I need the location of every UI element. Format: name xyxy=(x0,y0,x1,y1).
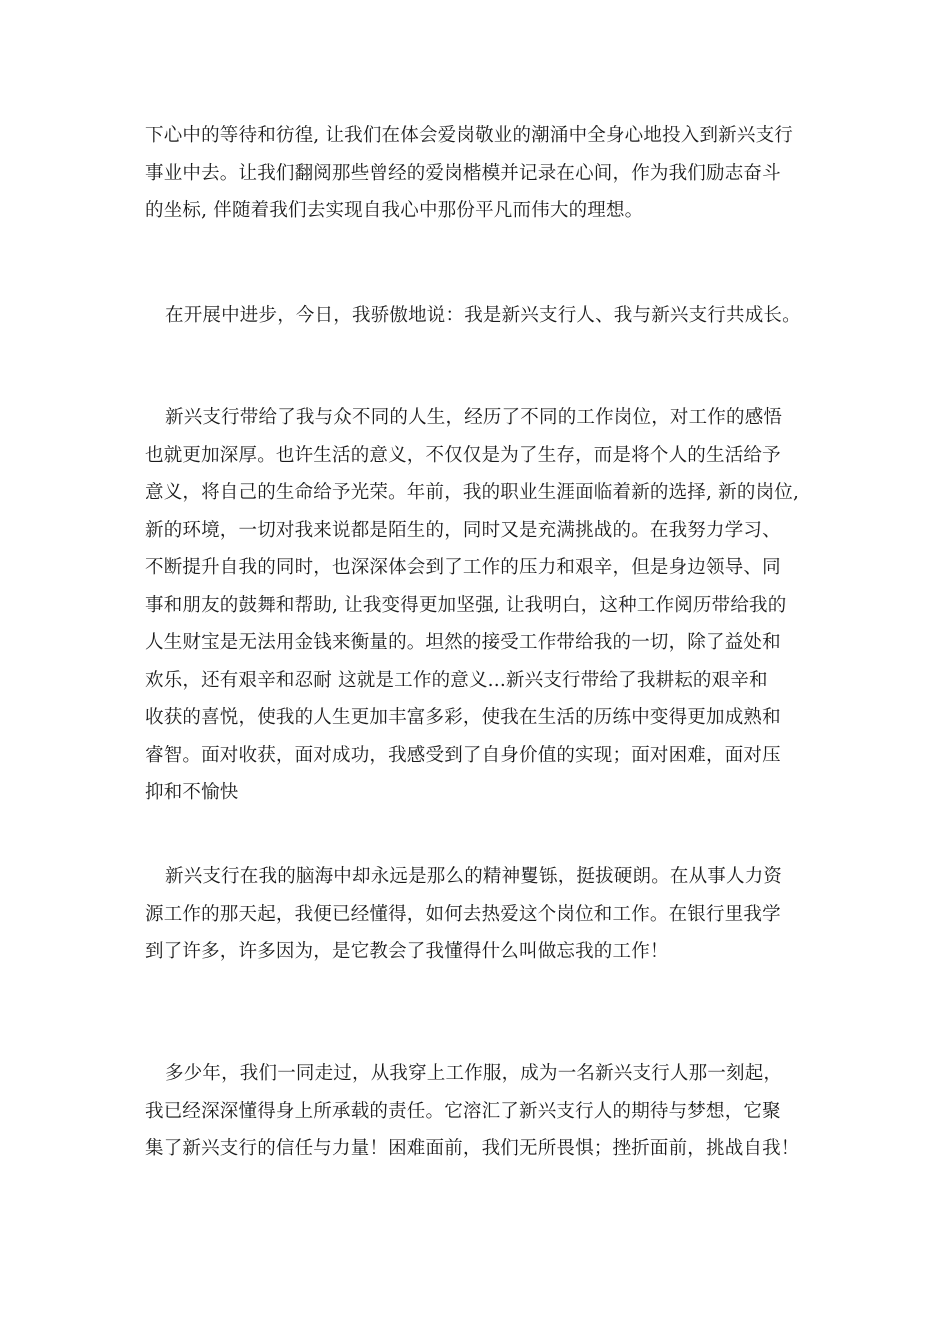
text-line: 不断提升自我的同时，也深深体会到了工作的压力和艰辛，但是身边领导、同 xyxy=(145,557,781,578)
text-line: 源工作的那天起，我便已经懂得，如何去热爱这个岗位和工作。在银行里我学 xyxy=(145,903,781,925)
text-line: 收获的喜悦，使我的人生更加丰富多彩，使我在生活的历练中变得更加成熟和 xyxy=(145,707,781,728)
text-line: 新兴支行在我的脑海中却永远是那么的精神矍铄，挺拔硬朗。在从事人力资 xyxy=(165,866,783,887)
text-line: 我已经深深懂得身上所承载的责任。它溶汇了新兴支行人的期待与梦想，它聚 xyxy=(145,1100,781,1122)
text-line: 睿智。面对收获，面对成功，我感受到了自身价值的实现；面对困难，面对压 xyxy=(145,744,781,766)
text-line: 事和朋友的鼓舞和帮助, 让我变得更加坚强, 让我明白，这种工作阅历带给我的 xyxy=(145,594,787,616)
text-line: 人生财宝是无法用金钱来衡量的。坦然的接受工作带给我的一切，除了益处和 xyxy=(145,632,781,653)
text-line: 到了许多，许多因为，是它教会了我懂得什么叫做忘我的工作！ xyxy=(145,941,669,962)
text-line: 事业中去。让我们翻阅那些曾经的爱岗楷模并记录在心间，作为我们励志奋斗 xyxy=(145,162,781,184)
text-line: 新的环境，一切对我来说都是陌生的，同时又是充满挑战的。在我努力学习、 xyxy=(145,519,781,541)
paragraph-2 xyxy=(145,297,815,335)
text-line: 在开展中进步，今日，我骄傲地说：我是新兴支行人、我与新兴支行共成长。 xyxy=(165,305,801,326)
text-line: 抑和不愉快 xyxy=(145,782,239,803)
paragraph-5 xyxy=(145,1055,815,1168)
text-line: 意义，将自己的生命给予光荣。年前，我的职业生涯面临着新的选择, 新的岗位, xyxy=(145,482,800,503)
paragraph-4 xyxy=(145,858,815,971)
text-line: 的坐标, 伴随着我们去实现自我心中那份平凡而伟大的理想。 xyxy=(145,200,644,221)
text-line: 多少年，我们一同走过，从我穿上工作服，成为一名新兴支行人那一刻起， xyxy=(165,1063,783,1084)
paragraph-1 xyxy=(145,117,815,230)
text-line: 新兴支行带给了我与众不同的人生，经历了不同的工作岗位，对工作的感悟 xyxy=(165,407,783,428)
text-line: 集了新兴支行的信任与力量！困难面前，我们无所畏惧；挫折面前，挑战自我！ xyxy=(145,1138,800,1159)
paragraph-3 xyxy=(145,399,815,812)
text-line: 下心中的等待和彷徨, 让我们在体会爱岗敬业的潮涌中全身心地投入到新兴支行 xyxy=(145,125,793,146)
text-line: 也就更加深厚。也许生活的意义，不仅仅是为了生存，而是将个人的生活给予 xyxy=(145,444,781,466)
text-line: 欢乐，还有艰辛和忍耐 这就是工作的意义...新兴支行带给了我耕耘的艰辛和 xyxy=(145,669,768,691)
